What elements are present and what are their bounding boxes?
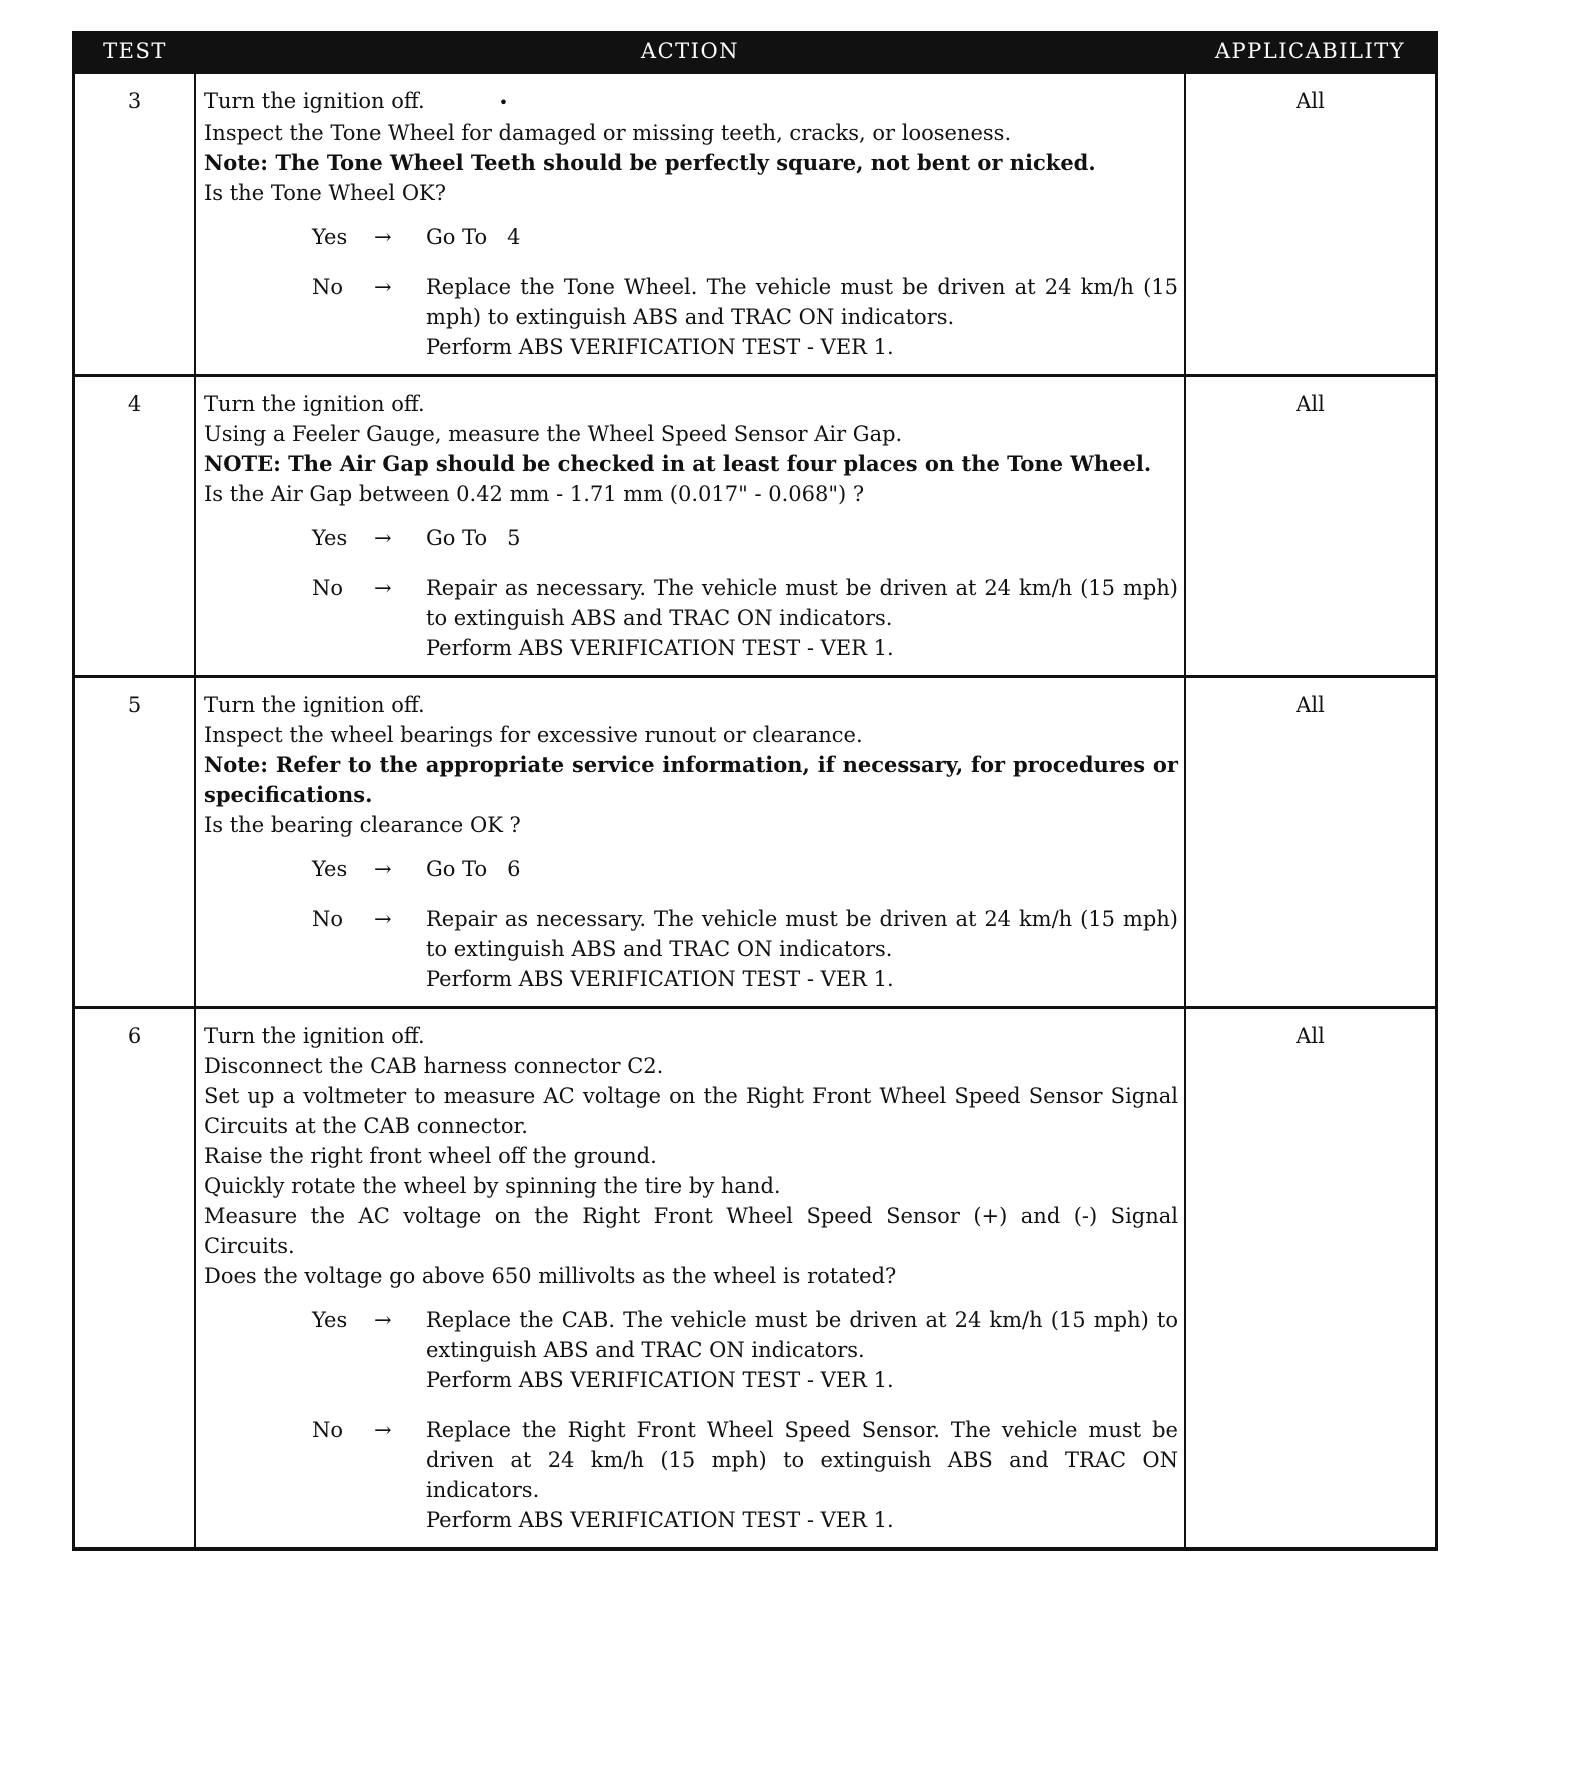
action-line: Turn the ignition off. — [204, 1024, 425, 1048]
test-table — [75, 31, 1435, 1547]
applicability-value: All — [1185, 376, 1435, 677]
table-row — [75, 1008, 1435, 1548]
yes-label: Yes — [312, 225, 348, 249]
action-text: Turn the ignition off. — [204, 89, 425, 113]
answer-no — [204, 904, 1178, 994]
table-header — [75, 31, 1435, 73]
answer-yes — [204, 523, 1178, 553]
test-number: 6 — [75, 1008, 195, 1548]
applicability-value: All — [1185, 1008, 1435, 1548]
action-line: Raise the right front wheel off the ground. — [204, 1144, 657, 1168]
answers — [204, 523, 1178, 663]
yes-perform-text: Perform ABS VERIFICATION TEST - VER 1. — [426, 1368, 894, 1392]
question-text: Is the Air Gap between 0.42 mm - 1.71 mm (0.017" - 0.068") ? — [204, 482, 865, 506]
test-number: 4 — [75, 376, 195, 677]
note-text: NOTE: The Air Gap should be checked in at least four places on the Tone Wheel. — [204, 451, 1152, 476]
action-cell — [195, 1008, 1185, 1548]
no-label: No — [312, 576, 344, 600]
arrow-right-icon: → — [374, 576, 392, 600]
table-row — [75, 73, 1435, 376]
answer-no — [204, 272, 1178, 362]
header-applicability: APPLICABILITY — [1185, 31, 1435, 73]
action-line: Turn the ignition off. — [204, 693, 425, 717]
action-line: Set up a voltmeter to measure AC voltage on the Right Front Wheel Speed Sensor Signal Circuits at the CAB connector. — [204, 1084, 1178, 1138]
no-text: Replace the Tone Wheel. The vehicle must be driven at 24 km/h (15 mph) to extinguish ABS and TRAC ON indicators. — [426, 275, 1178, 329]
answers — [204, 222, 1178, 362]
action-cell — [195, 677, 1185, 1008]
answer-yes — [204, 222, 1178, 252]
applicability-value: All — [1185, 73, 1435, 376]
answers — [204, 854, 1178, 994]
answer-no — [204, 1415, 1178, 1535]
header-test: TEST — [75, 31, 195, 73]
question-text: Is the Tone Wheel OK? — [204, 181, 446, 205]
no-text: Repair as necessary. The vehicle must be driven at 24 km/h (15 mph) to extinguish ABS and TRAC ON indicators. — [426, 576, 1178, 630]
yes-text: Go To 6 — [426, 857, 521, 881]
answers — [204, 1305, 1178, 1535]
action-line: Measure the AC voltage on the Right Front Wheel Speed Sensor (+) and (-) Signal Circuits. — [204, 1204, 1178, 1258]
action-line — [204, 86, 1178, 118]
applicability-value: All — [1185, 677, 1435, 1008]
no-perform-text: Perform ABS VERIFICATION TEST - VER 1. — [426, 335, 894, 359]
table-row — [75, 677, 1435, 1008]
no-label: No — [312, 275, 344, 299]
action-line: Turn the ignition off. — [204, 392, 425, 416]
arrow-right-icon: → — [374, 526, 392, 550]
answer-no — [204, 573, 1178, 663]
yes-text: Go To 4 — [426, 225, 521, 249]
answer-yes — [204, 1305, 1178, 1395]
header-row — [75, 31, 1435, 73]
test-number: 5 — [75, 677, 195, 1008]
no-perform-text: Perform ABS VERIFICATION TEST - VER 1. — [426, 1508, 894, 1532]
no-label: No — [312, 907, 344, 931]
answer-yes — [204, 854, 1178, 884]
action-cell — [195, 73, 1185, 376]
arrow-right-icon: → — [374, 1418, 392, 1442]
header-action: ACTION — [195, 31, 1185, 73]
table-row — [75, 376, 1435, 677]
diagnostic-test-table — [72, 31, 1438, 1551]
action-line: Inspect the Tone Wheel for damaged or missing teeth, cracks, or looseness. — [204, 121, 1012, 145]
action-line: Disconnect the CAB harness connector C2. — [204, 1054, 664, 1078]
note-text: Note: Refer to the appropriate service information, if necessary, for procedures or specifications. — [204, 752, 1178, 807]
no-text: Replace the Right Front Wheel Speed Sensor. The vehicle must be driven at 24 km/h (15 mph) to extinguish ABS and TRAC ON indicators. — [426, 1418, 1178, 1502]
no-perform-text: Perform ABS VERIFICATION TEST - VER 1. — [426, 636, 894, 660]
arrow-right-icon: → — [374, 857, 392, 881]
bullet-mark: • — [498, 93, 509, 112]
arrow-right-icon: → — [374, 225, 392, 249]
action-line: Inspect the wheel bearings for excessive runout or clearance. — [204, 723, 863, 747]
action-cell — [195, 376, 1185, 677]
arrow-right-icon: → — [374, 1308, 392, 1332]
arrow-right-icon: → — [374, 275, 392, 299]
test-number: 3 — [75, 73, 195, 376]
yes-text: Replace the CAB. The vehicle must be driven at 24 km/h (15 mph) to extinguish ABS and TRAC ON indicators. — [426, 1308, 1178, 1362]
action-line: Using a Feeler Gauge, measure the Wheel Speed Sensor Air Gap. — [204, 422, 903, 446]
arrow-right-icon: → — [374, 907, 392, 931]
no-label: No — [312, 1418, 344, 1442]
yes-text: Go To 5 — [426, 526, 521, 550]
yes-label: Yes — [312, 1308, 348, 1332]
question-text: Does the voltage go above 650 millivolts as the wheel is rotated? — [204, 1264, 897, 1288]
yes-label: Yes — [312, 857, 348, 881]
action-line: Quickly rotate the wheel by spinning the tire by hand. — [204, 1174, 781, 1198]
yes-label: Yes — [312, 526, 348, 550]
no-text: Repair as necessary. The vehicle must be driven at 24 km/h (15 mph) to extinguish ABS and TRAC ON indicators. — [426, 907, 1178, 961]
question-text: Is the bearing clearance OK ? — [204, 813, 521, 837]
note-text: Note: The Tone Wheel Teeth should be perfectly square, not bent or nicked. — [204, 150, 1096, 175]
no-perform-text: Perform ABS VERIFICATION TEST - VER 1. — [426, 967, 894, 991]
